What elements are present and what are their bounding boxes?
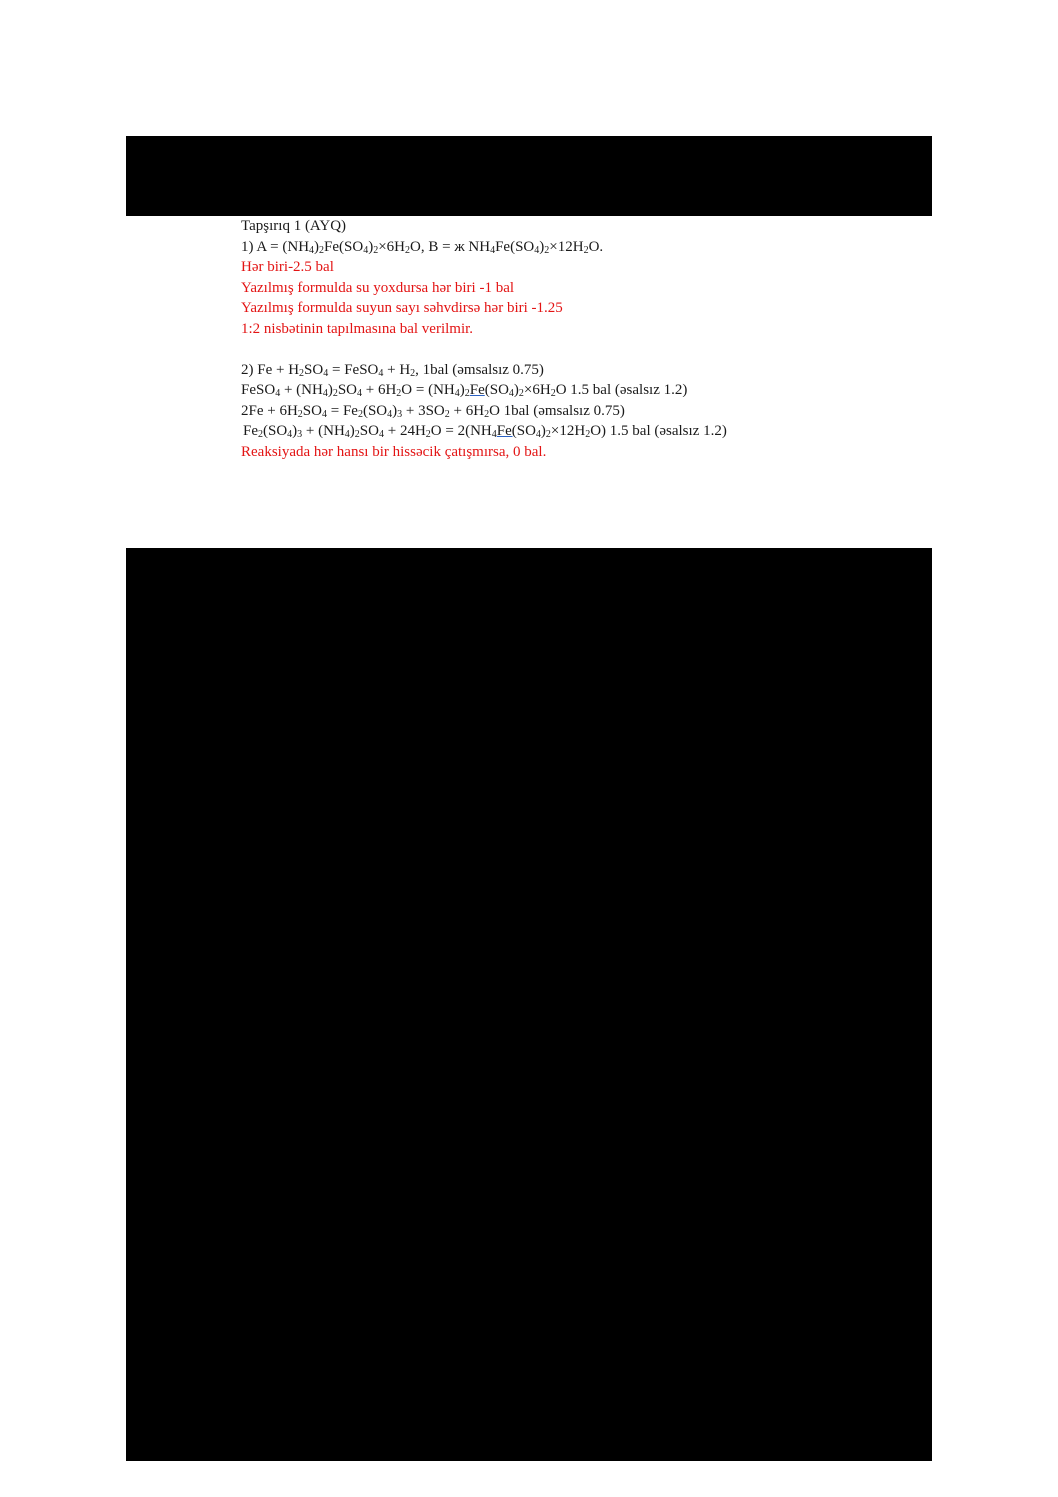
- part1-answer: 1) $A = (NH_4)_2Fe(SO_4)_2\times 6H_2O$, B = ж $NH_4Fe(SO_4)_2\times 12H_2O$.: [241, 238, 604, 256]
- grading-note-2: Yazılmış formulda su yoxdursa hər biri -1 bal: [241, 279, 515, 296]
- reaction-grading-note: Reaksiyada hər hansı bir hissəcik çatışmırsa, 0 bal.: [241, 443, 547, 460]
- task-title: Tapşırıq 1 (AYQ): [241, 218, 347, 234]
- answer-key-content: [241, 216, 861, 462]
- grading-note-4: 1:2 nisbətinin tapılmasına bal verilmir.: [241, 320, 474, 337]
- paragraph-gap: [241, 339, 861, 360]
- reaction-1: 2) $Fe + H_2SO_4$ = FeSO$_4$ + $H_2$, 1bal (əmsalsız 0.75): [241, 361, 544, 379]
- grading-note-3: Yazılmış formulda suyun sayı səhvdirsə hər biri -1.25: [241, 300, 563, 316]
- grading-note-1: Hər biri-2.5 bal: [241, 259, 334, 275]
- redacted-body-block: [126, 548, 932, 1461]
- redacted-header-block: [126, 136, 932, 216]
- reaction-3: $2Fe + 6H_2SO_4 = Fe_2(SO_4)_3 + 3SO_2 + 6H_2O$ 1bal (əmsalsız 0.75): [241, 402, 625, 420]
- reaction-2: FeSO$_4$ + $(NH_4)_2SO_4 + 6H_2O = (NH_4)_2Fe(SO_4)_2\times 6H_2O$ 1.5 bal (əsalsız 1.2): [241, 382, 688, 399]
- reaction-4: $Fe_2(SO_4)_3 + (NH_4)_2SO_4 + 24H_2O = 2(NH_4Fe(SO_4)_2\times 12H_2O)$ 1.5 bal (əsalsız 1.2): [243, 423, 727, 440]
